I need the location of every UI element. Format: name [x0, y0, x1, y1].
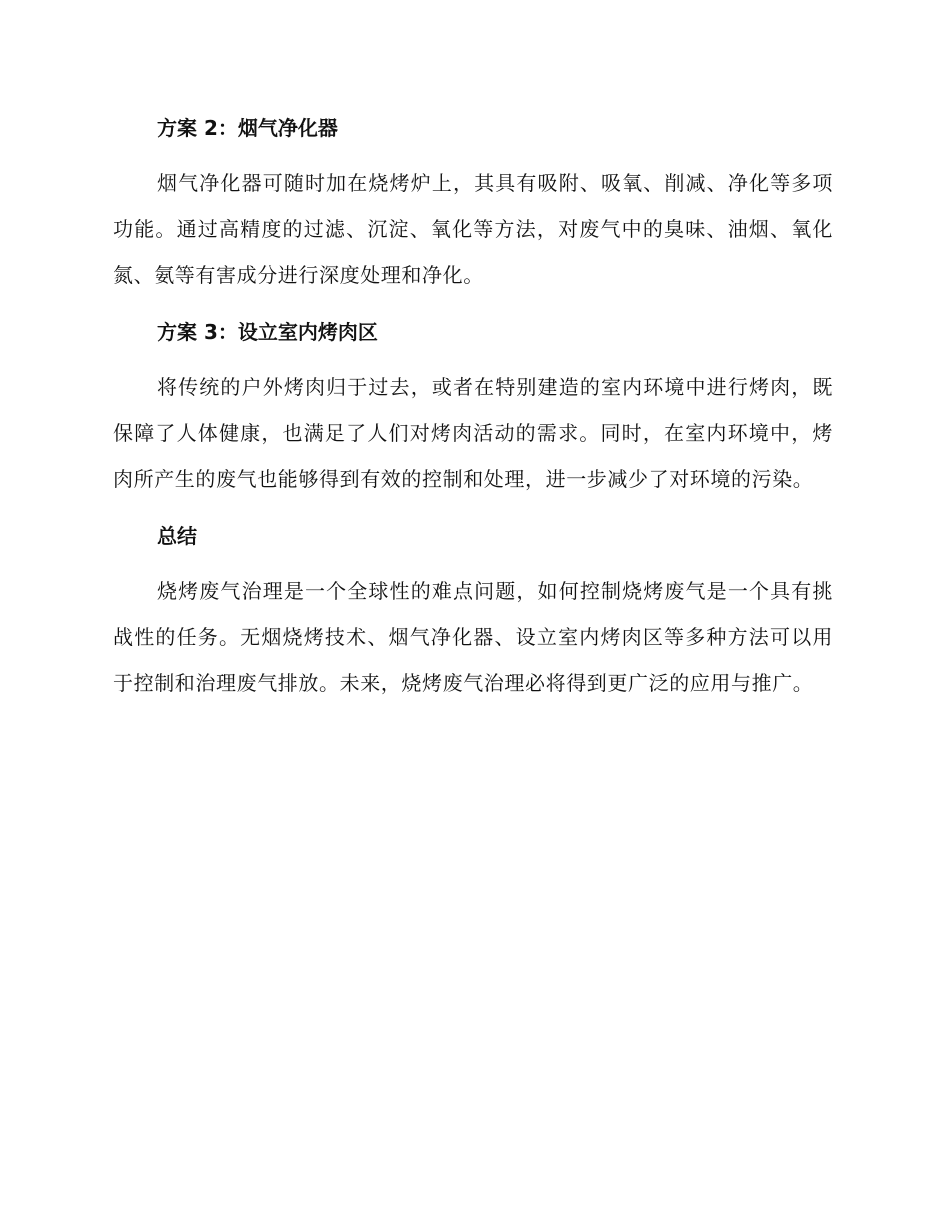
section-heading-summary: 总结 — [157, 524, 197, 548]
section-body-summary: 烧烤废气治理是一个全球性的难点问题，如何控制烧烤废气是一个具有挑战性的任务。无烟烧烤技术、烟气净化器、设立室内烤肉区等多种方法可以用于控制和治理废气排放。未来，烧烤废气治理必将得到更广泛的应用与推广。 — [113, 579, 833, 695]
section-body-smoke-purifier: 烟气净化器可随时加在烧烤炉上，其具有吸附、吸氧、削减、净化等多项功能。通过高精度的过滤、沉淀、氧化等方法，对废气中的臭味、油烟、氧化氮、氨等有害成分进行深度处理和净化。 — [113, 171, 833, 287]
section-heading-smoke-purifier: 方案 2：烟气净化器 — [157, 116, 338, 140]
document-content — [113, 108, 833, 720]
section-heading-indoor-bbq-area: 方案 3：设立室内烤肉区 — [157, 320, 378, 344]
section-body-indoor-bbq-area: 将传统的户外烤肉归于过去，或者在特别建造的室内环境中进行烤肉，既保障了人体健康，也满足了人们对烤肉活动的需求。同时，在室内环境中，烤肉所产生的废气也能够得到有效的控制和处理，进一步减少了对环境的污染。 — [113, 375, 833, 491]
